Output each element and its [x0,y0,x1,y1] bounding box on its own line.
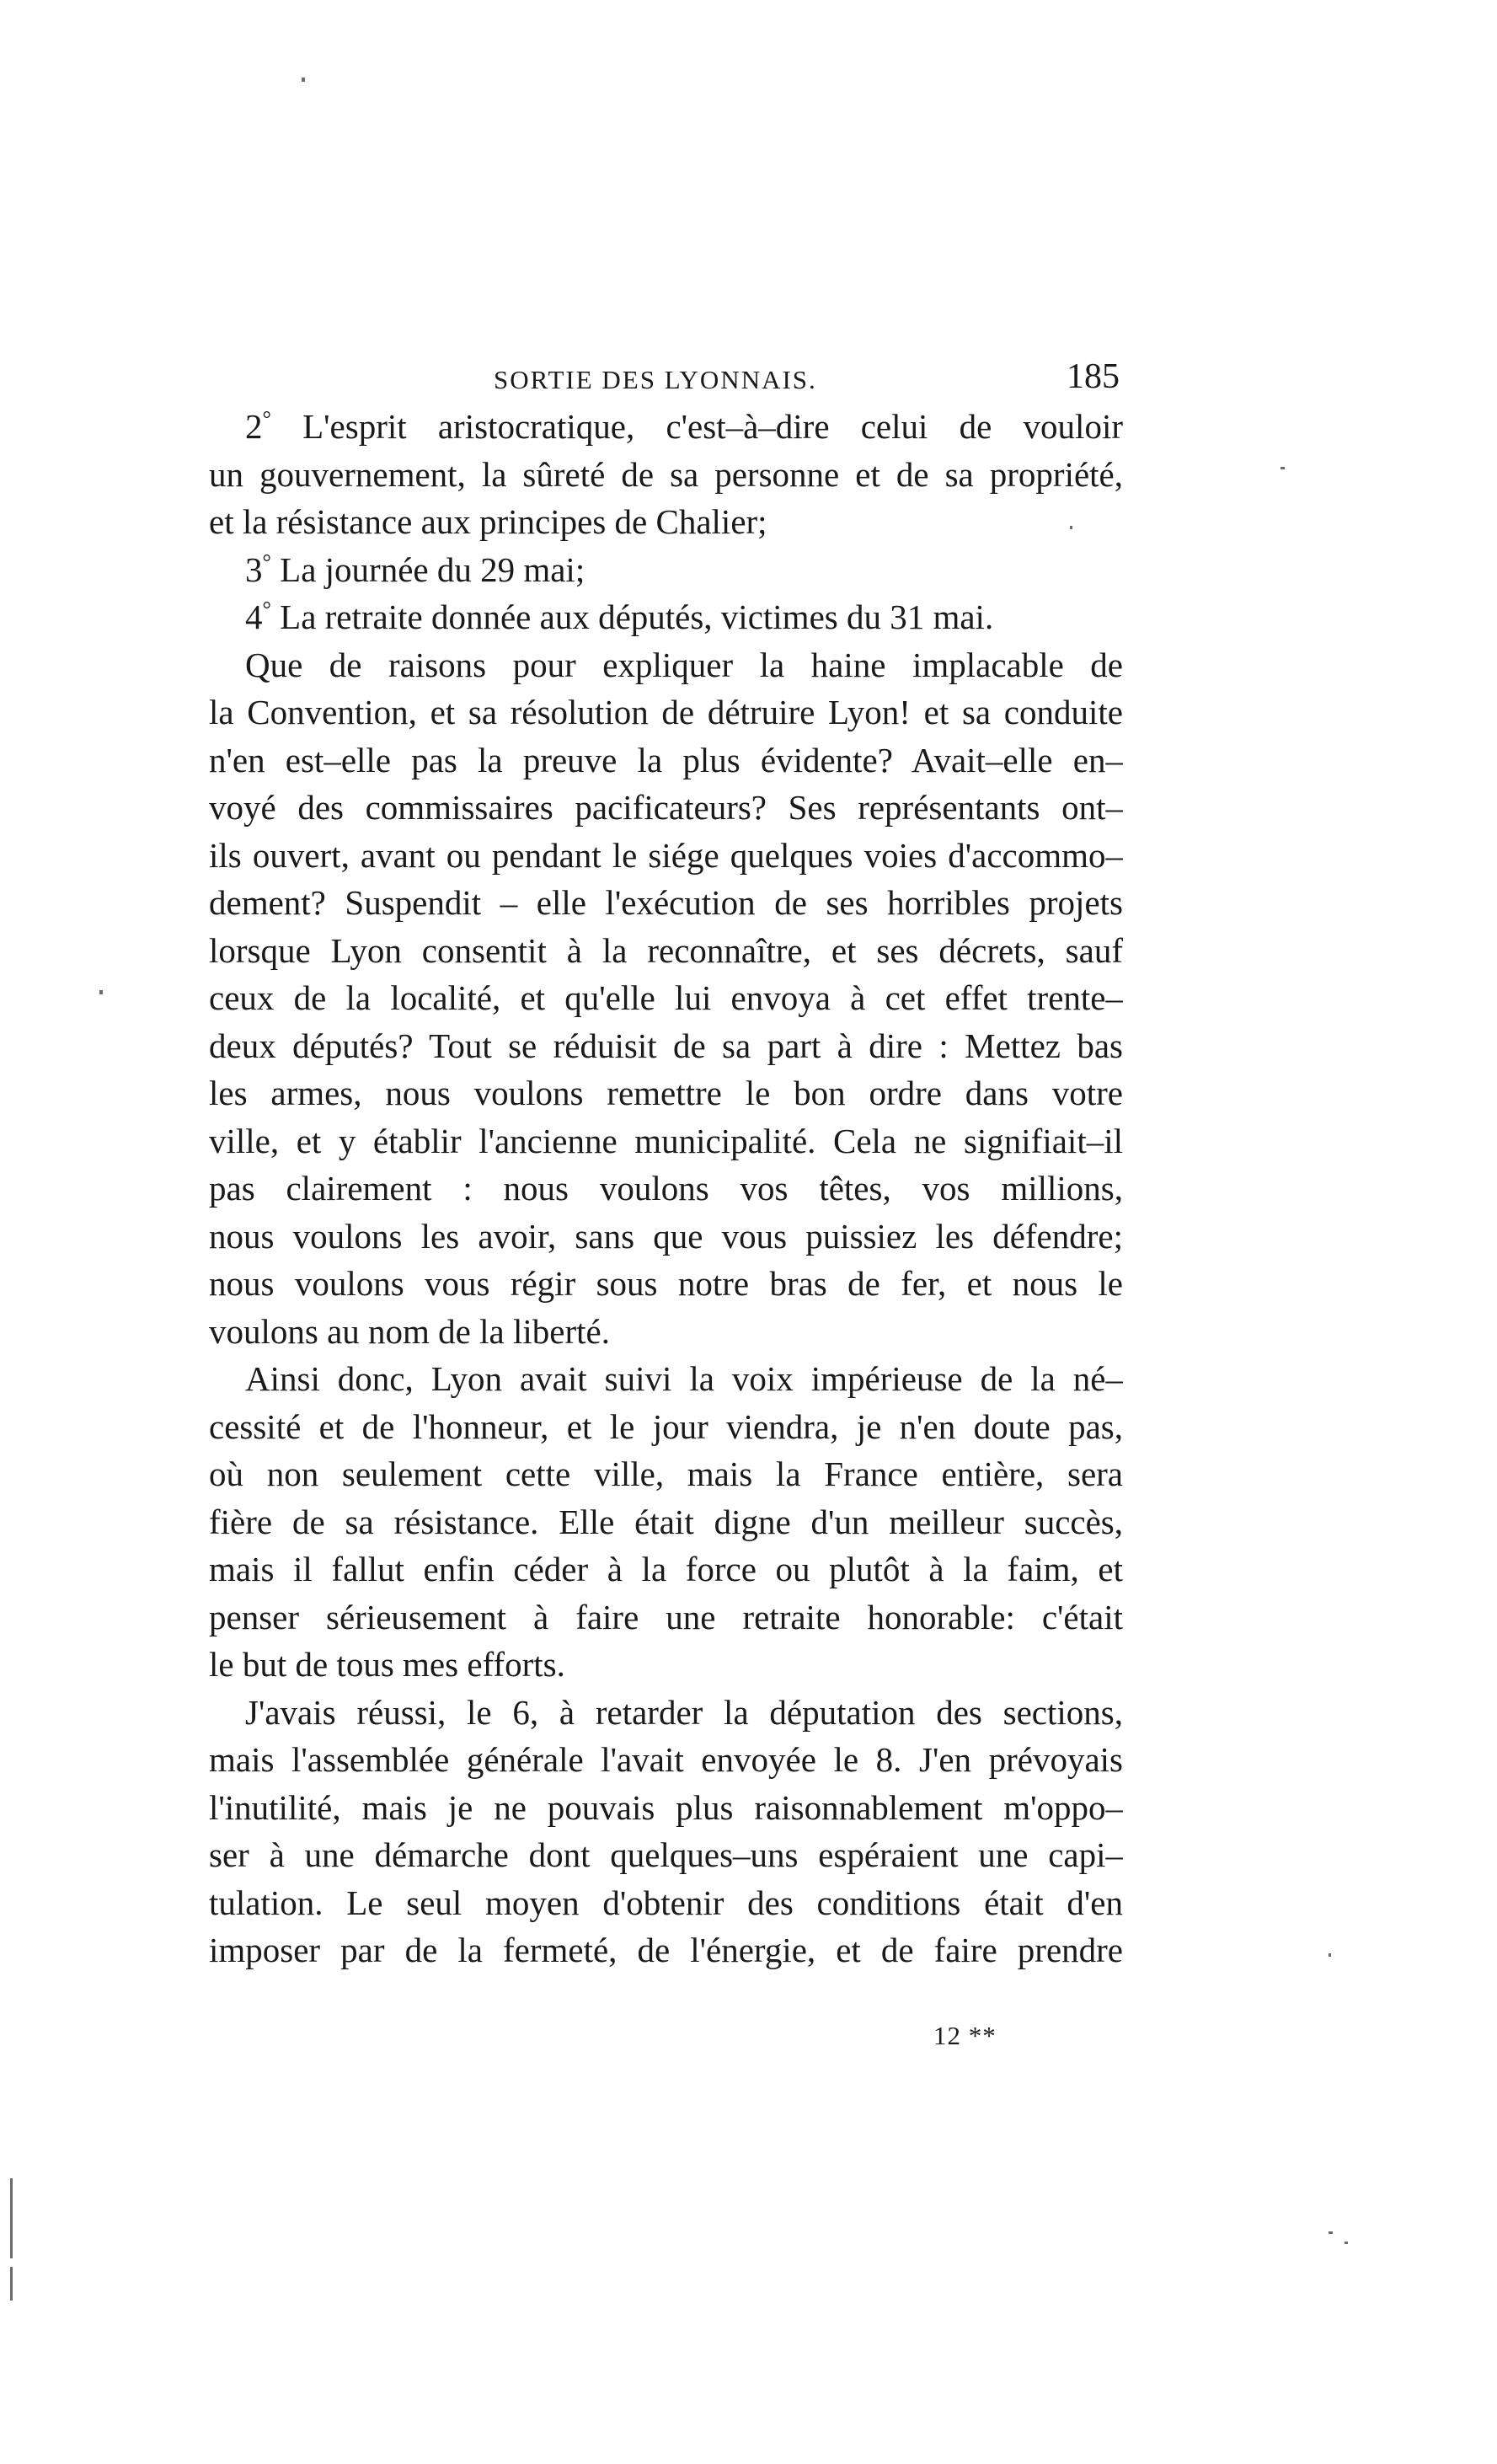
text-line: ville, et y établir l'ancienne municipalité. Cela ne signifiait–il [209,1121,1123,1160]
text-line: imposer par de la fermeté, de l'énergie, et de faire prendre [209,1931,1123,1969]
text-line: voulons au nom de la liberté. [209,1311,610,1351]
text-line: mais l'assemblée générale l'avait envoyée le 8. J'en prévoyais [209,1740,1123,1779]
text-line: Ainsi donc, Lyon avait suivi la voix impérieuse de la né– [245,1359,1123,1398]
scan-speck [1345,2242,1348,2244]
text-line: un gouvernement, la sûreté de sa personne et de sa propriété, [209,454,1123,494]
scan-speck [99,990,103,994]
scan-edge-line [10,2267,13,2301]
scan-speck [1329,1953,1331,1957]
text-line: cessité et de l'honneur, et le jour viendra, je n'en doute pas, [209,1406,1123,1446]
body-text [209,403,1123,1974]
text-line: ser à une démarche dont quelques–uns espéraient une capi– [209,1835,1123,1874]
text-line: J'avais réussi, le 6, à retarder la députation des sections, [245,1692,1123,1732]
text-line: ceux de la localité, et qu'elle lui envoya à cet effet trente– [209,978,1123,1017]
text-line: où non seulement cette ville, mais la France entière, sera [209,1454,1123,1493]
scan-speck [1280,467,1285,469]
text-line: pas clairement : nous voulons vos têtes, vos millions, [209,1169,1123,1208]
text-line: 4° La retraite donnée aux députés, victimes du 31 mai. [245,597,994,636]
text-line: penser sérieusement à faire une retraite honorable: c'était [209,1597,1123,1636]
text-line: dement? Suspendit – elle l'exécution de ses horribles projets [209,883,1123,922]
printer-signature-mark: 12 ** [933,2021,997,2050]
text-line: l'inutilité, mais je ne pouvais plus raisonnablement m'oppo– [209,1787,1123,1827]
text-line: 3° La journée du 29 mai; [245,549,585,589]
text-line: fière de sa résistance. Elle était digne d'un meilleur succès, [209,1502,1123,1541]
text-line: les armes, nous voulons remettre le bon ordre dans votre [209,1074,1123,1112]
text-line: tulation. Le seul moyen d'obtenir des conditions était d'en [209,1883,1123,1922]
text-line: nous voulons vous régir sous notre bras de fer, et nous le [209,1264,1123,1303]
text-line: n'en est–elle pas la preuve la plus évidente? Avait–elle en– [209,740,1123,779]
text-line: lorsque Lyon consentit à la reconnaître, et ses décrets, sauf [209,930,1123,970]
scan-speck [1070,526,1072,529]
text-line: nous voulons les avoir, sans que vous puissiez les défendre; [209,1216,1123,1256]
scan-speck [302,78,305,82]
text-line: ils ouvert, avant ou pendant le siége quelques voies d'accommo– [209,835,1123,875]
page-number: 185 [1067,357,1120,396]
text-line: voyé des commissaires pacificateurs? Ses représentants ont– [209,788,1123,827]
text-line: Que de raisons pour expliquer la haine implacable de [245,645,1123,684]
running-title: SORTIE DES LYONNAIS. [494,365,817,394]
page-header [209,355,1123,404]
text-line: deux députés? Tout se réduisit de sa part à dire : Mettez bas [209,1026,1123,1065]
scan-edge-line [10,2178,13,2258]
text-line: le but de tous mes efforts. [209,1645,565,1684]
text-line: la Convention, et sa résolution de détruire Lyon! et sa conduite [209,693,1123,731]
text-line: et la résistance aux principes de Chalier; [209,502,767,541]
scan-speck [1329,2231,1333,2234]
text-line: mais il fallut enfin céder à la force ou plutôt à la faim, et [209,1550,1123,1588]
text-line: 2° L'esprit aristocratique, c'est–à–dire celui de vouloir [245,406,1123,446]
